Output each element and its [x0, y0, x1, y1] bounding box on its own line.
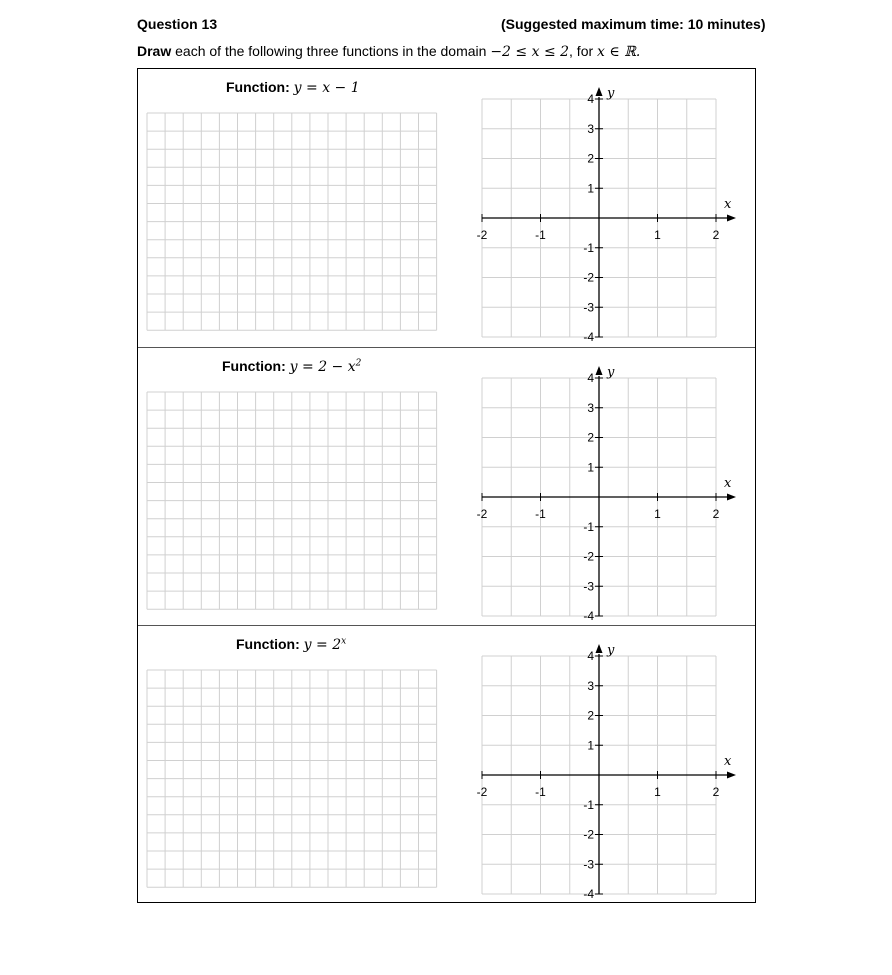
panel-function-1: [138, 69, 755, 347]
y-tick-label: -2: [583, 827, 594, 842]
instruction: [137, 43, 640, 60]
x-tick-label: 2: [712, 228, 720, 242]
x-tick-label: 1: [654, 785, 661, 799]
function-label-text: Function:: [236, 636, 300, 652]
y-tick-label: -1: [583, 240, 594, 255]
x-tick-label: 1: [654, 507, 661, 521]
x-tick-label: 2: [712, 785, 720, 799]
y-tick-label: 1: [587, 181, 594, 196]
y-tick-label: 3: [587, 400, 594, 415]
table-of-values-grid[interactable]: [146, 391, 440, 611]
y-tick-label: -1: [583, 519, 594, 534]
y-axis-arrow: [596, 644, 603, 653]
y-tick-label: -4: [583, 887, 594, 900]
x-tick-label: -1: [535, 228, 546, 242]
y-tick-label: -3: [583, 857, 594, 872]
function-label-1: [226, 79, 360, 96]
y-tick-label: 1: [587, 738, 594, 753]
function-label-text: Function:: [222, 358, 286, 374]
y-tick-label: -2: [583, 270, 594, 285]
x-axis-label: x: [724, 197, 732, 212]
panel-function-2: [138, 347, 755, 626]
x-axis-arrow: [727, 494, 736, 501]
table-of-values-grid[interactable]: [146, 112, 440, 332]
x-tick-label: 2: [712, 507, 720, 521]
y-tick-label: -2: [583, 549, 594, 564]
suggested-time: (Suggested maximum time: 10 minutes): [501, 16, 766, 32]
y-tick-label: 2: [587, 151, 594, 166]
x-tick-label: 1: [654, 228, 661, 242]
y-tick-label: 2: [587, 708, 594, 723]
y-axis-arrow: [596, 87, 603, 96]
x-tick-label: -1: [535, 785, 546, 799]
y-axis-label: y: [607, 365, 615, 380]
table-of-values-grid[interactable]: [146, 669, 440, 889]
function-expression: $y = 2^x$: [303, 636, 347, 653]
y-tick-label: 1: [587, 460, 594, 475]
y-tick-label: -4: [583, 330, 594, 343]
y-axis-label: y: [607, 643, 615, 658]
instruction-bold: Draw: [137, 43, 172, 59]
panel-function-3: [138, 625, 755, 904]
y-tick-label: 3: [587, 678, 594, 693]
question-number: Question 13: [137, 16, 218, 32]
instruction-set: x ∈ ℝ.: [597, 44, 641, 60]
worksheet-frame: [137, 68, 756, 903]
x-tick-label: -2: [476, 785, 488, 799]
x-axis-label: x: [724, 754, 732, 769]
instruction-text: each of the following three functions in the domain: [175, 43, 487, 59]
function-expression: y = x − 1: [293, 80, 360, 96]
x-tick-label: -2: [476, 507, 488, 521]
function-label-2: [222, 358, 361, 375]
function-expression: $y = 2 - x^2$: [289, 358, 362, 375]
instruction-domain: −2 ≤ x ≤ 2: [490, 44, 570, 60]
y-tick-label: 4: [587, 649, 594, 663]
instruction-for: , for: [569, 43, 594, 59]
y-axis-arrow: [596, 366, 603, 375]
coordinate-axes[interactable]: [468, 73, 738, 343]
function-label-text: Function:: [226, 79, 290, 95]
y-tick-label: 4: [587, 371, 594, 385]
grid-lines: [147, 392, 437, 609]
x-axis-arrow: [727, 772, 736, 779]
x-axis-label: x: [724, 476, 732, 491]
y-tick-label: 4: [587, 92, 594, 106]
function-label-3: [236, 636, 346, 653]
coordinate-axes[interactable]: [468, 630, 738, 900]
grid-lines: [147, 670, 437, 887]
y-tick-label: 2: [587, 430, 594, 445]
y-tick-label: -1: [583, 797, 594, 812]
y-tick-label: -3: [583, 300, 594, 315]
y-tick-label: 3: [587, 121, 594, 136]
coordinate-axes[interactable]: [468, 352, 738, 622]
y-tick-label: -3: [583, 579, 594, 594]
x-tick-label: -1: [535, 507, 546, 521]
x-axis-arrow: [727, 215, 736, 222]
grid-lines: [147, 113, 437, 330]
y-axis-label: y: [607, 86, 615, 101]
y-tick-label: -4: [583, 609, 594, 622]
x-tick-label: -2: [476, 228, 488, 242]
